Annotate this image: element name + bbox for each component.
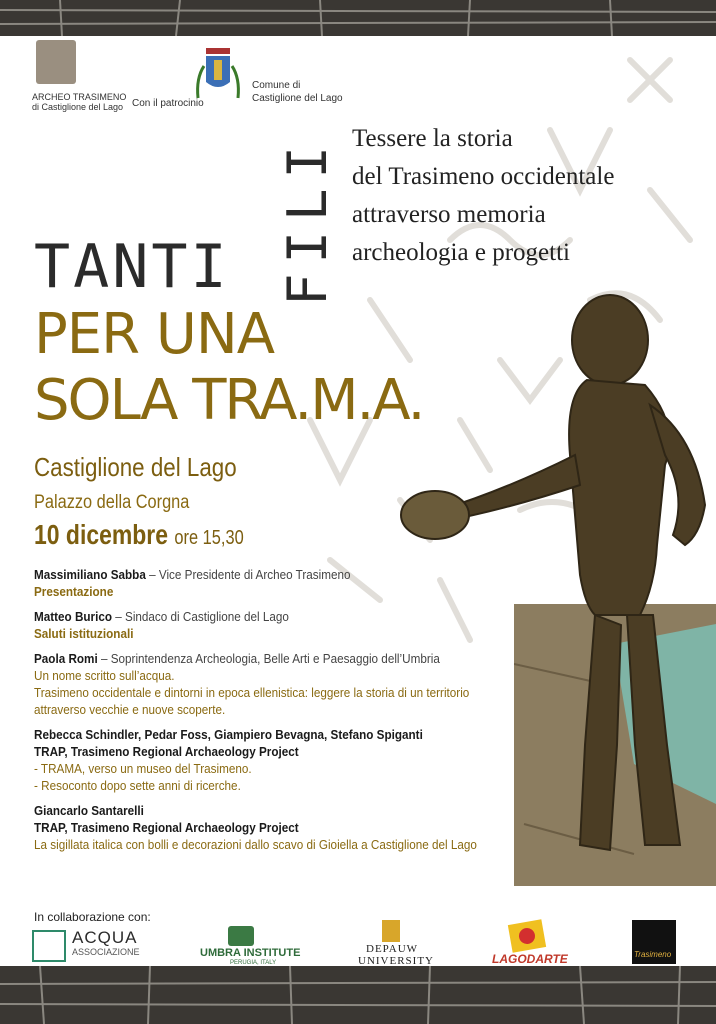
program-item: [34, 608, 574, 642]
speaker-name: Massimiliano Sabba: [34, 567, 146, 582]
event-datetime: [34, 519, 244, 551]
comune-line2: Castiglione del Lago: [252, 93, 343, 104]
speaker-role: – Vice Presidente di Archeo Trasimeno: [145, 567, 351, 582]
subtitle-line: Tessere la storia: [352, 125, 513, 152]
umbra-sub: PERUGIA, ITALY: [230, 960, 277, 966]
trasimeno-name: Trasimeno: [634, 950, 672, 959]
event-city: Castiglione del Lago: [34, 452, 237, 482]
program-item: [34, 802, 574, 853]
collab-label: In collaborazione con:: [34, 910, 151, 924]
org-place: di Castiglione del Lago: [32, 102, 124, 112]
acqua-logo-icon: [32, 930, 66, 962]
talk-title: Trasimeno occidentale e dintorni in epoca ellenistica: leggere la storia di un territorio: [34, 685, 470, 700]
patronage-label: Con il patrocinio: [132, 98, 204, 109]
umbra-name: UMBRA INSTITUTE: [200, 947, 301, 959]
talk-title: Presentazione: [34, 584, 114, 599]
program-list: [34, 566, 574, 861]
title-fili: FILI: [276, 135, 339, 306]
speaker-role: – Sindaco di Castiglione del Lago: [112, 609, 289, 624]
speaker-role: – Soprintendenza Archeologia, Belle Arti e Paesaggio dell’Umbria: [97, 651, 440, 666]
depauw-tower-icon: [382, 920, 400, 942]
speaker-name: Paola Romi: [34, 651, 98, 666]
title-per-una: PER UNA: [34, 302, 275, 367]
speaker-name: Giancarlo Santarelli: [34, 803, 144, 818]
title-fili-vertical: [268, 128, 338, 318]
talk-title: attraverso vecchie e nuove scoperte.: [34, 702, 226, 717]
program-item: [34, 650, 574, 718]
title-sola-trama: SOLA TRA.M.A.: [34, 368, 424, 433]
talk-title: Saluti istituzionali: [34, 626, 134, 641]
subtitle-line: archeologia e progetti: [352, 239, 570, 266]
bottom-decorative-band: [0, 966, 716, 1024]
talk-title: - Resoconto dopo sette anni di ricerche.: [34, 778, 241, 793]
subtitle-line: attraverso memoria: [352, 201, 546, 228]
subtitle-line: del Trasimeno occidentale: [352, 163, 615, 190]
top-decorative-band: [0, 0, 716, 36]
lagodarte-star-icon: [508, 919, 546, 952]
umbra-crest-icon: [228, 926, 254, 946]
depauw-line2: UNIVERSITY: [358, 955, 434, 967]
lagodarte-name: LAGODARTE: [492, 952, 568, 966]
speaker-affiliation: TRAP, Trasimeno Regional Archaeology Project: [34, 820, 299, 835]
talk-title: La sigillata italica con bolli e decorazioni dallo scavo di Gioiella a Castiglione del Lago: [34, 837, 477, 852]
comune-line1: Comune di: [252, 80, 301, 91]
program-item: [34, 726, 574, 794]
talk-title: Un nome scritto sull’acqua.: [34, 668, 175, 683]
depauw-line1: DEPAUW: [366, 943, 419, 955]
subtitle-block: [352, 120, 692, 272]
speaker-name: Matteo Burico: [34, 609, 113, 624]
speaker-name: Rebecca Schindler, Pedar Foss, Giampiero Bevagna, Stefano Spiganti: [34, 727, 423, 742]
acqua-sub: ASSOCIAZIONE: [72, 947, 140, 957]
talk-title: - TRAMA, verso un museo del Trasimeno.: [34, 761, 252, 776]
event-date: 10 dicembre: [34, 519, 169, 550]
event-venue: Palazzo della Corgna: [34, 492, 190, 513]
program-item: [34, 566, 574, 600]
comune-crest-icon: [192, 38, 244, 108]
acqua-name: ACQUA: [72, 928, 138, 947]
speaker-affiliation: TRAP, Trasimeno Regional Archaeology Project: [34, 744, 299, 759]
archeo-trasimeno-logo: [36, 40, 76, 84]
title-tanti: TANTI: [34, 232, 230, 302]
org-name: ARCHEO TRASIMENO: [32, 92, 127, 102]
event-time: ore 15,30: [174, 527, 244, 549]
